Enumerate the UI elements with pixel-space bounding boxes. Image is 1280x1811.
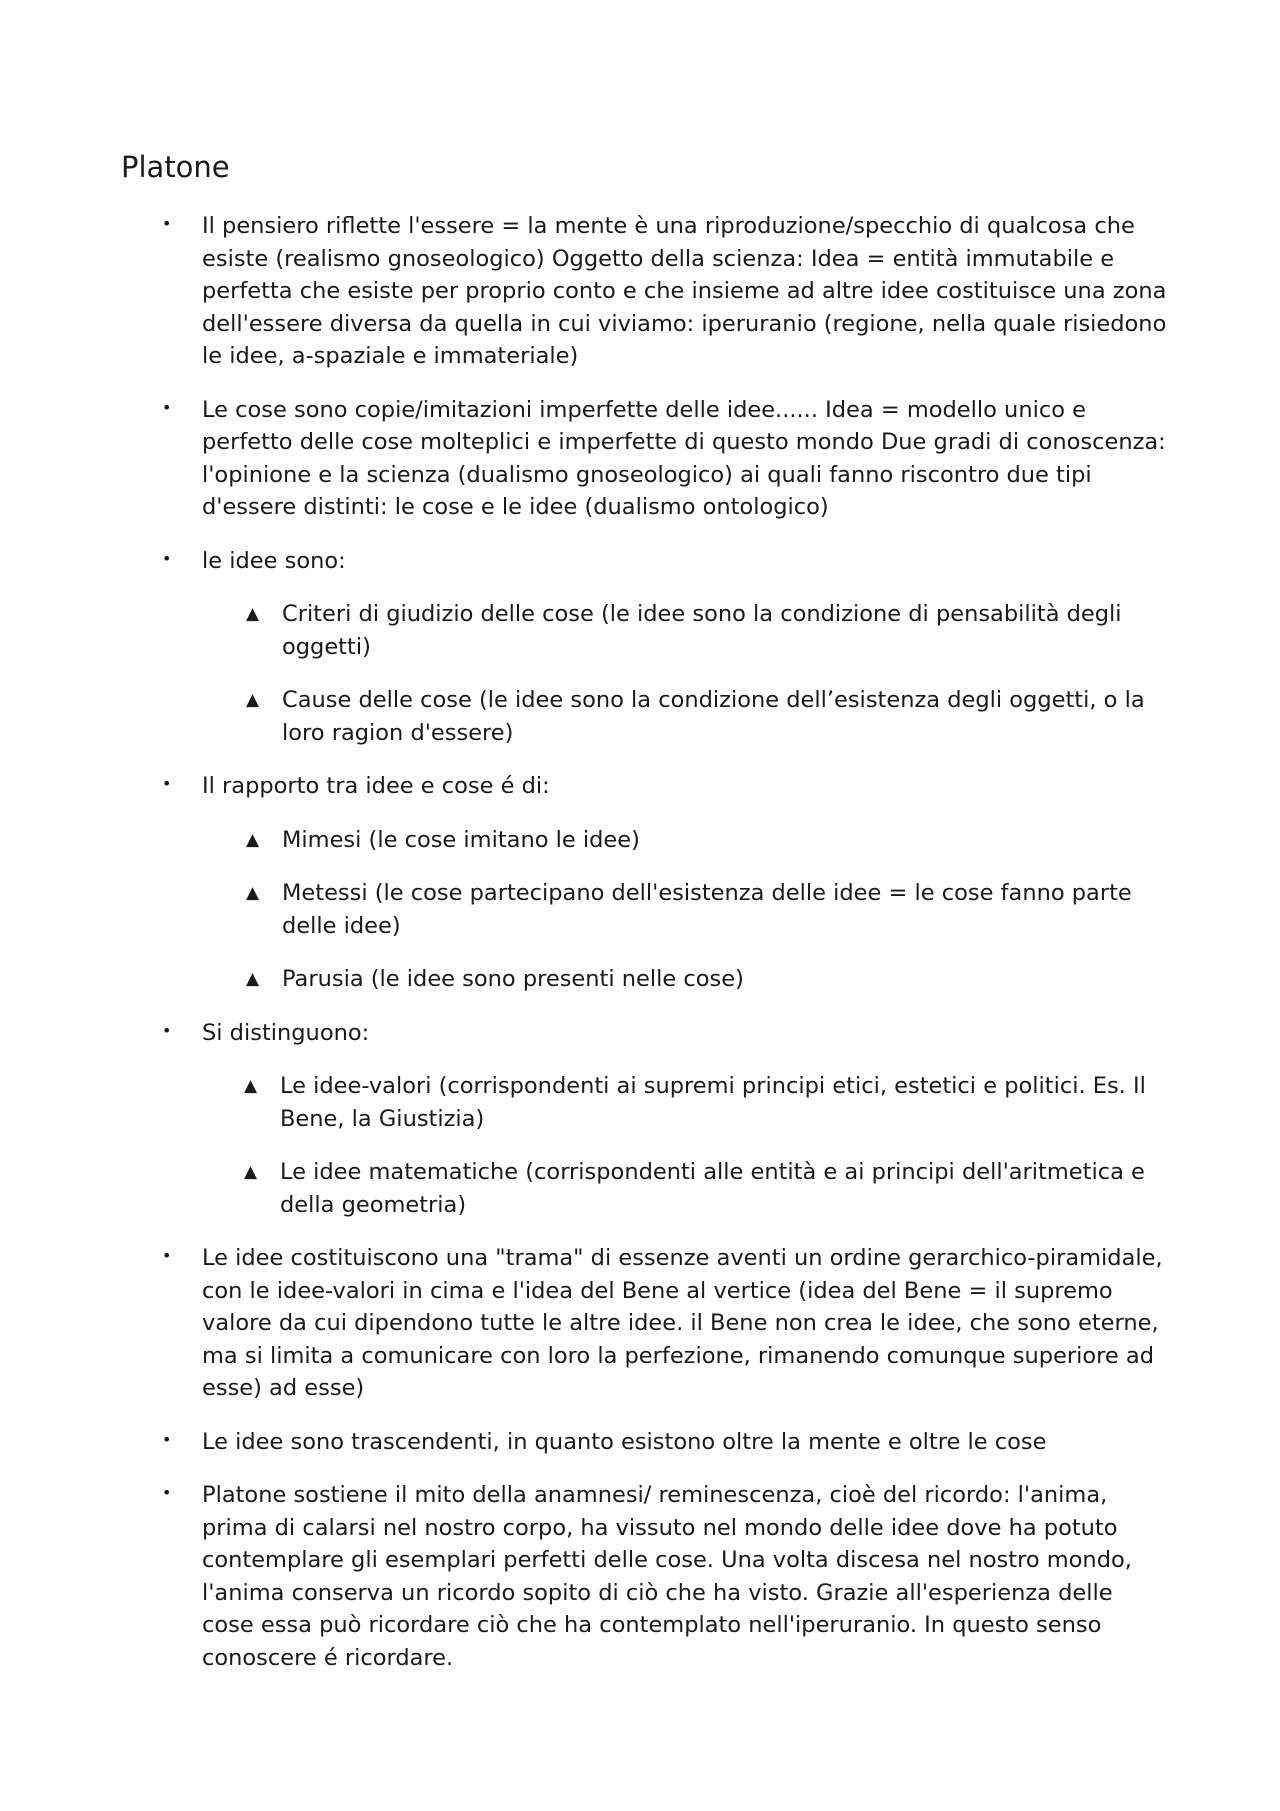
triangle-bullet-icon: ▲ (246, 604, 260, 624)
triangle-bullet-icon: ▲ (244, 1162, 258, 1182)
bullet-icon: • (162, 1020, 172, 1040)
bullet-item (0, 1479, 1280, 1674)
item-text: Criteri di giudizio delle cose (le idee sono la condizione di pensabilità degli oggetti) (282, 601, 1122, 660)
bullet-item (0, 1017, 1280, 1050)
item-text: Metessi (le cose partecipano dell'esistenza delle idee = le cose fanno parte delle idee) (282, 880, 1132, 939)
bullet-icon: • (162, 548, 172, 568)
item-text: Cause delle cose (le idee sono la condizione dell’esistenza degli oggetti, o la loro ragion d'essere) (282, 687, 1145, 746)
bullet-item (0, 770, 1280, 803)
sub-item (0, 877, 1280, 942)
sub-item (0, 684, 1280, 749)
item-text: Le idee-valori (corrispondenti ai supremi principi etici, estetici e politici. Es. Il Bene, la Giustizia) (280, 1073, 1146, 1132)
sub-item (0, 1156, 1280, 1221)
bullet-icon: • (162, 774, 172, 793)
item-text: Si distinguono: (202, 1019, 370, 1046)
item-text: le idee sono: (202, 547, 346, 574)
triangle-bullet-icon: ▲ (246, 883, 260, 903)
sub-item (0, 824, 1280, 857)
bullet-item (0, 1426, 1280, 1459)
item-text: Le cose sono copie/imitazioni imperfette delle idee...... Idea = modello unico e perfetto delle cose molteplici e imperfette di questo mondo Due gradi di conoscenza: l'opinione e la scienza (dualismo gnoseologico) ai quali fanno riscontro due tipi d'essere distinti: le cose e le idee (dualismo ontologico) (202, 396, 1166, 520)
bullet-item (0, 394, 1280, 524)
triangle-bullet-icon: ▲ (244, 1076, 258, 1096)
item-text: Il pensiero riflette l'essere = la mente è una riproduzione/specchio di qualcosa che esiste (realismo gnoseologico) Oggetto della scienza: Idea = entità immutabile e perfetta che esiste per proprio conto e che insieme ad altre idee costituisce una zona dell'essere diversa da quella in cui viviamo: iperuranio (regione, nella quale risiedono le idee, a-spaziale e immateriale) (202, 213, 1167, 369)
notes-list (0, 210, 1280, 1695)
bullet-item (0, 545, 1280, 578)
triangle-bullet-icon: ▲ (246, 690, 260, 710)
item-text: Parusia (le idee sono presenti nelle cose) (282, 966, 744, 992)
bullet-icon: • (162, 214, 172, 233)
bullet-icon: • (162, 1246, 172, 1265)
item-text: Le idee sono trascendenti, in quanto esistono oltre la mente e oltre le cose (202, 1428, 1047, 1455)
sub-item (0, 598, 1280, 663)
bullet-icon: • (162, 397, 172, 417)
item-text: Mimesi (le cose imitano le idee) (282, 826, 640, 853)
sub-item (0, 1070, 1280, 1135)
bullet-item (0, 210, 1280, 373)
bullet-item (0, 1242, 1280, 1405)
bullet-icon: • (162, 1483, 172, 1502)
sub-item (0, 963, 1280, 996)
page-title: Platone (121, 150, 230, 184)
bullet-icon: • (162, 1429, 172, 1449)
item-text: Le idee matematiche (corrispondenti alle entità e ai principi dell'aritmetica e della geometria) (280, 1159, 1145, 1218)
triangle-bullet-icon: ▲ (246, 969, 260, 989)
item-text: Il rapporto tra idee e cose é di: (202, 773, 550, 799)
item-text: Le idee costituiscono una "trama" di essenze aventi un ordine gerarchico-piramidale, con le idee-valori in cima e l'idea del Bene al vertice (idea del Bene = il supremo valore da cui dipendono tutte le altre idee. il Bene non crea le idee, che sono eterne, ma si limita a comunicare con loro la perfezione, rimanendo comunque superiore ad esse) ad esse) (202, 1245, 1163, 1401)
item-text: Platone sostiene il mito della anamnesi/ reminescenza, cioè del ricordo: l'anima, prima di calarsi nel nostro corpo, ha vissuto nel mondo delle idee dove ha potuto contemplare gli esemplari perfetti delle cose. Una volta discesa nel nostro mondo, l'anima conserva un ricordo sopito di ciò che ha visto. Grazie all'esperienza delle cose essa può ricordare ciò che ha contemplato nell'iperuranio. In questo senso conoscere é ricordare. (202, 1482, 1132, 1671)
triangle-bullet-icon: ▲ (246, 829, 260, 850)
